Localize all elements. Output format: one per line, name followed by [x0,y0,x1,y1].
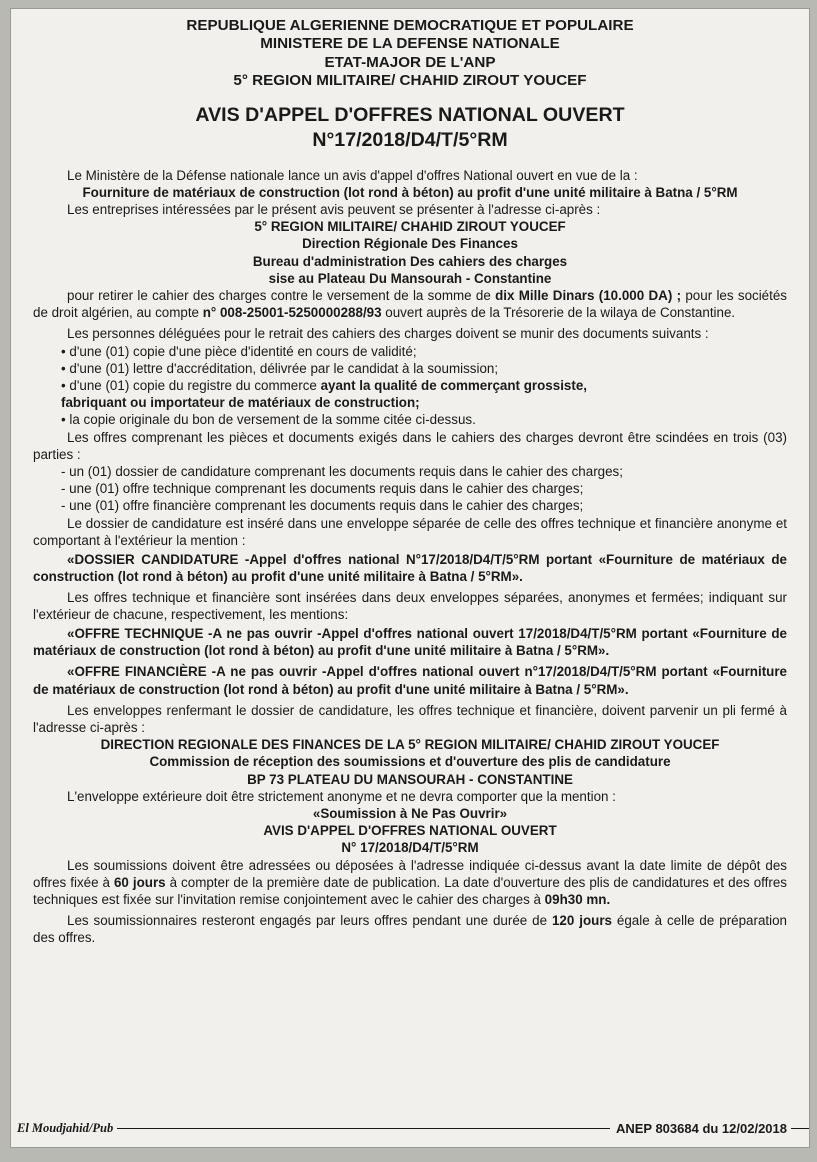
financial-offer-mention: «OFFRE FINANCIÈRE -A ne pas ouvrir -Appel d'offres national ouvert n°17/2018/D4/T/5°RM portant «Fourniture de matériaux de construction (lot rond à béton) au profit d'une unité militaire à Batna / 5°RM». [33,664,787,697]
deadline-text: Les soumissions doivent être adressées ou déposées à l'adresse indiquée ci-dessus avant la date limite de dépôt des offres fixée à [33,857,787,890]
footer-rule [117,1128,610,1129]
letterhead [33,17,787,91]
delegates-item: • la copie originale du bon de versement de la somme citée ci-dessus. [61,412,476,428]
offers-part: - un (01) dossier de candidature comprenant les documents requis dans le cahier des charges; [61,464,623,480]
offers-intro: Les offres comprenant les pièces et documents exigés dans le cahiers des charges devront être scindées en trois (03) parties : [33,429,787,462]
notice-page [10,8,810,1148]
delegates-item: • d'une (01) copie d'une pièce d'identité en cours de validité; [61,343,417,359]
delegates-item-bold: ayant la qualité de commerçant grossiste, [320,378,587,394]
intro-address-lead: Les entreprises intéressées par le présent avis peuvent se présenter à l'adresse ci-après : [67,202,601,218]
delivery-address-line: Commission de réception des soumissions et d'ouverture des plis de candidature [149,754,671,770]
title-reference: N°17/2018/D4/T/5°RM [312,128,508,151]
address-line: Bureau d'administration Des cahiers des charges [252,253,568,269]
delegates-item-continued: fabriquant ou importateur de matériaux de construction; [61,395,420,411]
withdrawal-address [33,218,787,287]
technical-offer-mention: «OFFRE TECHNIQUE -A ne pas ouvrir -Appel d'offres national ouvert 17/2018/D4/T/5°RM portant «Fourniture de matériaux de construction (lot rond à béton) au profit d'une unité militaire à Batna / 5°RM». [33,625,787,659]
deadline-paragraph [33,857,787,909]
payment-paragraph [33,287,787,321]
notice-title [33,103,787,153]
footer-bar [11,1119,809,1137]
validity-text: Les soumissionnaires resteront engagés par leurs offres pendant une durée de [67,913,552,929]
delegates-item-text: • d'une (01) copie du registre du commerce [61,378,321,394]
dossier-intro: Le dossier de candidature est inséré dans une enveloppe séparée de celle des offres technique et financière anonyme et comportant à l'extérieur la mention : [33,515,787,548]
letterhead-line: 5° REGION MILITAIRE/ CHAHID ZIROUT YOUCEF [233,72,587,90]
delegates-item: • d'une (01) lettre d'accréditation, délivrée par le candidat à la soumission; [61,360,499,376]
outer-envelope-mention [33,805,787,857]
delegates-intro: Les personnes déléguées pour le retrait des cahiers des charges doivent se munir des documents suivants : [67,326,709,342]
delivery-address [33,736,787,788]
footer-rule-end [791,1128,809,1129]
payment-amount: dix Mille Dinars (10.000 DA) ; [495,288,682,304]
validity-paragraph [33,912,787,946]
deadline-time: 09h30 mn. [544,891,611,907]
intro-paragraph: Le Ministère de la Défense nationale lance un avis d'appel d'offres National ouvert en vue de la : [67,167,638,183]
letterhead-line: ETAT-MAJOR DE L'ANP [324,53,496,71]
delivery-address-line: DIRECTION REGIONALE DES FINANCES DE LA 5° REGION MILITAIRE/ CHAHID ZIROUT YOUCEF [100,737,720,753]
tech-fin-intro: Les offres technique et financière sont insérées dans deux enveloppes séparées, anonymes et fermées; indiquant sur l'extérieur de chacune, respectivement, les mentions: [33,589,787,622]
letterhead-line: REPUBLIQUE ALGERIENNE DEMOCRATIQUE ET POPULAIRE [186,17,634,34]
letterhead-line: MINISTERE DE LA DEFENSE NATIONALE [260,35,560,53]
payment-text: ouvert auprès de la Trésorerie de la wilaya de Constantine. [381,305,736,321]
title-line: AVIS D'APPEL D'OFFRES NATIONAL OUVERT [195,103,625,126]
notice-body [11,9,809,947]
validity-text: égale à celle de préparation des offres. [33,913,788,946]
intro-subject: Fourniture de matériaux de construction (lot rond à béton) au profit d'une unité militaire à Batna / 5°RM [82,184,738,200]
delivery-intro: Les enveloppes renfermant le dossier de candidature, les offres technique et financière, doivent parvenir un pli fermé à l'adresse ci-après : [33,702,787,735]
deadline-text: à compter de la première date de publication. La date d'ouverture des plis de candidatures et des offres techniques est fixée sur l'invitation remise conjointement avec le cahier des charges à [33,874,787,907]
address-line: Direction Régionale Des Finances [302,236,518,252]
offers-part: - une (01) offre financière comprenant les documents requis dans le cahier des charges; [61,498,584,514]
delivery-address-line: BP 73 PLATEAU DU MANSOURAH - CONSTANTINE [247,771,573,787]
deadline-days: 60 jours [113,874,166,890]
payment-text: pour les sociétés de droit algérien, au compte [33,288,787,321]
address-line: 5° REGION MILITAIRE/ CHAHID ZIROUT YOUCEF [254,219,566,235]
mention-line: N° 17/2018/D4/T/5°RM [341,840,479,856]
address-line: sise au Plateau Du Mansourah - Constantine [268,270,552,286]
mention-line: «Soumission à Ne Pas Ouvrir» [312,805,508,821]
dossier-mention: «DOSSIER CANDIDATURE -Appel d'offres national N°17/2018/D4/T/5°RM portant «Fourniture de matériaux de construction (lot rond à béton) au profit d'une unité militaire à Batna / 5°RM». [33,552,787,585]
offers-part: - une (01) offre technique comprenant les documents requis dans le cahier des charges; [61,481,584,497]
publication-credit: El Moudjahid/Pub [17,1120,114,1135]
payment-text: pour retirer le cahier des charges contre le versement de la somme de [67,288,496,304]
payment-account: n° 008-25001-5250000288/93 [202,305,382,321]
mention-line: AVIS D'APPEL D'OFFRES NATIONAL OUVERT [263,823,557,839]
outer-envelope-rule: L'enveloppe extérieure doit être strictement anonyme et ne devra comporter que la mention : [67,788,616,804]
validity-days: 120 jours [551,913,612,929]
anep-reference: ANEP 803684 du 12/02/2018 [615,1120,787,1136]
delegates-item [33,377,787,394]
